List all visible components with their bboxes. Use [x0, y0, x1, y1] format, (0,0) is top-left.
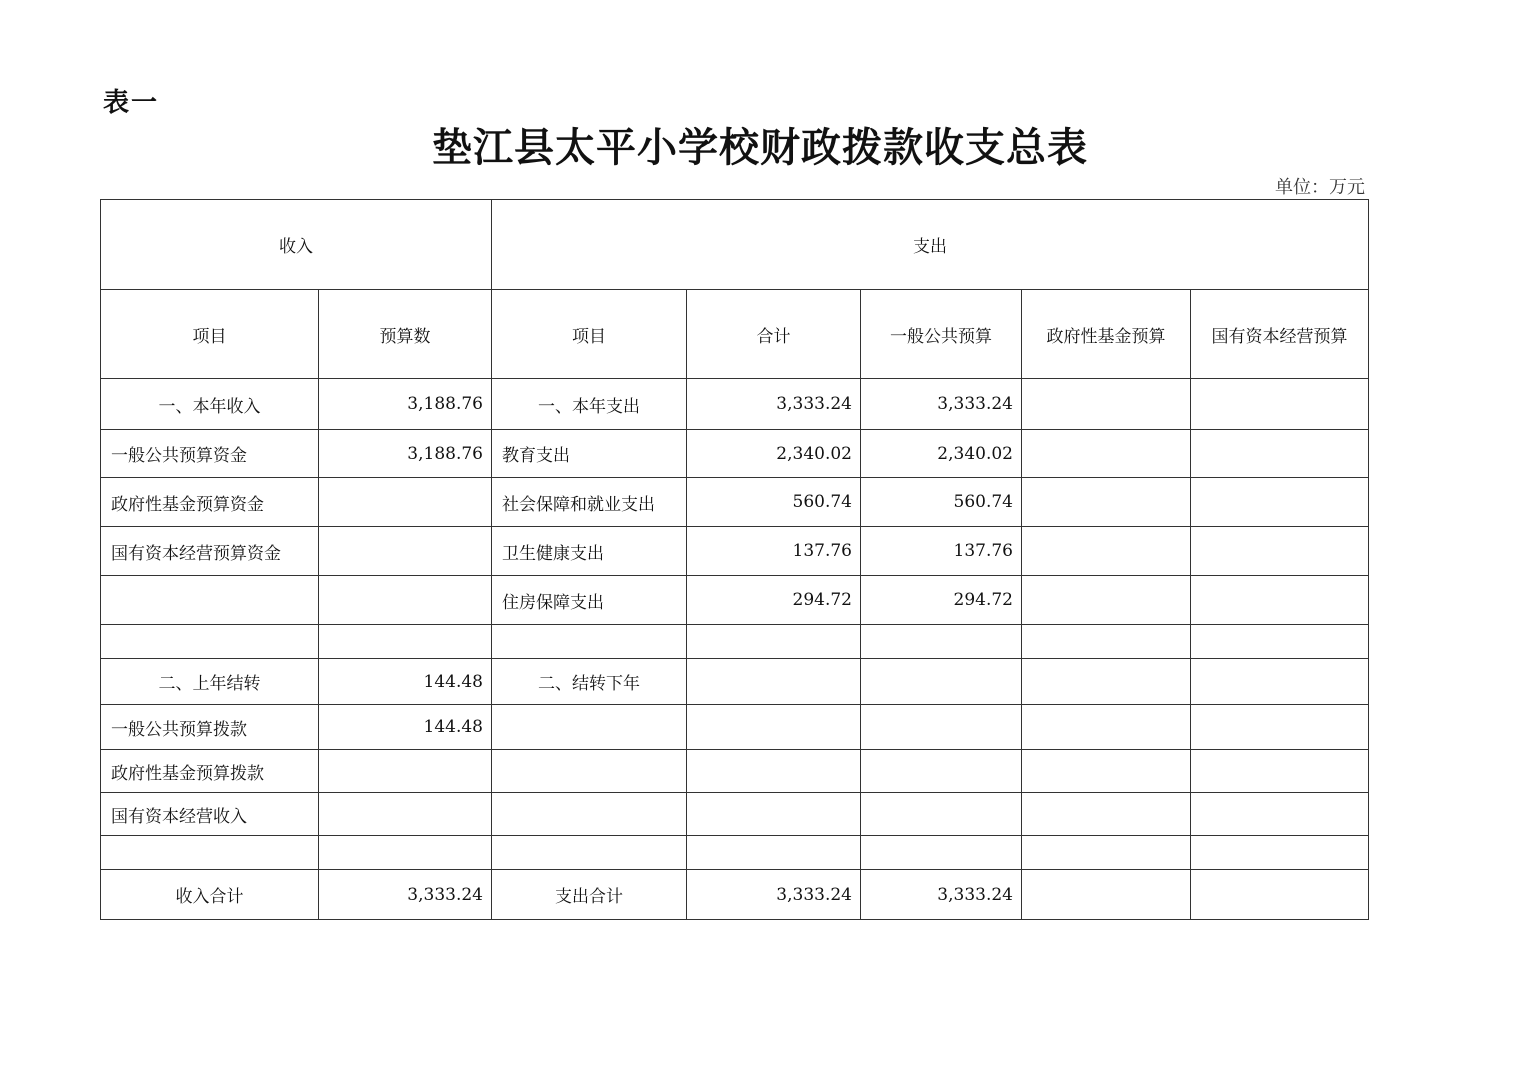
income-value-cell: 144.48 — [319, 659, 492, 705]
exp-general-cell: 560.74 — [861, 478, 1022, 527]
income-value-cell — [319, 793, 492, 836]
exp-general-cell: 3,333.24 — [861, 379, 1022, 430]
exp-general-cell — [861, 793, 1022, 836]
exp-item-cell — [492, 750, 687, 793]
exp-total-cell: 560.74 — [687, 478, 861, 527]
exp-state-capital-cell — [1191, 870, 1369, 920]
exp-item-cell: 社会保障和就业支出 — [492, 478, 687, 527]
exp-gov-fund-cell — [1022, 750, 1191, 793]
income-item-cell: 收入合计 — [101, 870, 319, 920]
exp-total-cell — [687, 705, 861, 750]
income-item-cell — [101, 836, 319, 870]
exp-gov-fund-cell — [1022, 576, 1191, 625]
table-row — [101, 379, 1369, 430]
income-value-cell: 144.48 — [319, 705, 492, 750]
exp-total-cell — [687, 750, 861, 793]
income-value-cell: 3,188.76 — [319, 379, 492, 430]
exp-general-cell — [861, 705, 1022, 750]
exp-state-capital-cell — [1191, 430, 1369, 478]
exp-general-cell: 3,333.24 — [861, 870, 1022, 920]
col-exp-state-capital: 国有资本经营预算 — [1191, 290, 1369, 379]
page-title: 垫江县太平小学校财政拨款收支总表 — [432, 124, 1088, 171]
exp-general-cell — [861, 625, 1022, 659]
income-item-cell — [101, 625, 319, 659]
exp-general-cell: 2,340.02 — [861, 430, 1022, 478]
exp-item-cell: 卫生健康支出 — [492, 527, 687, 576]
table-row — [101, 793, 1369, 836]
table-row — [101, 430, 1369, 478]
exp-total-cell: 3,333.24 — [687, 870, 861, 920]
exp-gov-fund-cell — [1022, 793, 1191, 836]
table-row — [101, 870, 1369, 920]
exp-item-cell: 教育支出 — [492, 430, 687, 478]
exp-gov-fund-cell — [1022, 870, 1191, 920]
income-item-cell: 政府性基金预算资金 — [101, 478, 319, 527]
income-value-cell — [319, 527, 492, 576]
exp-total-cell — [687, 836, 861, 870]
exp-state-capital-cell — [1191, 379, 1369, 430]
exp-gov-fund-cell — [1022, 625, 1191, 659]
income-item-cell: 一、本年收入 — [101, 379, 319, 430]
exp-total-cell: 137.76 — [687, 527, 861, 576]
income-header: 收入 — [101, 200, 492, 290]
col-income-item: 项目 — [101, 290, 319, 379]
exp-general-cell — [861, 659, 1022, 705]
exp-total-cell: 294.72 — [687, 576, 861, 625]
exp-gov-fund-cell — [1022, 478, 1191, 527]
exp-state-capital-cell — [1191, 576, 1369, 625]
income-item-cell: 一般公共预算资金 — [101, 430, 319, 478]
exp-item-cell: 二、结转下年 — [492, 659, 687, 705]
group-header-row — [101, 200, 1369, 290]
table-label: 表一 — [103, 88, 160, 118]
exp-general-cell — [861, 750, 1022, 793]
exp-item-cell — [492, 836, 687, 870]
income-item-cell: 国有资本经营预算资金 — [101, 527, 319, 576]
table-row — [101, 705, 1369, 750]
exp-gov-fund-cell — [1022, 430, 1191, 478]
exp-state-capital-cell — [1191, 836, 1369, 870]
exp-item-cell: 住房保障支出 — [492, 576, 687, 625]
income-item-cell: 一般公共预算拨款 — [101, 705, 319, 750]
exp-item-cell — [492, 705, 687, 750]
income-value-cell — [319, 750, 492, 793]
table-row — [101, 576, 1369, 625]
exp-total-cell: 3,333.24 — [687, 379, 861, 430]
exp-state-capital-cell — [1191, 527, 1369, 576]
income-value-cell: 3,188.76 — [319, 430, 492, 478]
budget-table — [100, 199, 1369, 920]
exp-state-capital-cell — [1191, 659, 1369, 705]
exp-general-cell: 294.72 — [861, 576, 1022, 625]
income-value-cell — [319, 625, 492, 659]
unit-label: 单位：万元 — [1275, 177, 1365, 198]
table-row — [101, 478, 1369, 527]
table-row — [101, 750, 1369, 793]
exp-gov-fund-cell — [1022, 527, 1191, 576]
exp-item-cell: 一、本年支出 — [492, 379, 687, 430]
income-item-cell: 二、上年结转 — [101, 659, 319, 705]
exp-total-cell — [687, 659, 861, 705]
column-header-row — [101, 290, 1369, 379]
exp-state-capital-cell — [1191, 750, 1369, 793]
income-value-cell: 3,333.24 — [319, 870, 492, 920]
exp-general-cell — [861, 836, 1022, 870]
exp-total-cell — [687, 793, 861, 836]
income-item-cell: 政府性基金预算拨款 — [101, 750, 319, 793]
expenditure-header: 支出 — [492, 200, 1369, 290]
exp-gov-fund-cell — [1022, 659, 1191, 705]
col-exp-total: 合计 — [687, 290, 861, 379]
col-exp-general: 一般公共预算 — [861, 290, 1022, 379]
table-row — [101, 659, 1369, 705]
exp-total-cell: 2,340.02 — [687, 430, 861, 478]
exp-total-cell — [687, 625, 861, 659]
col-income-budget: 预算数 — [319, 290, 492, 379]
exp-item-cell — [492, 793, 687, 836]
exp-state-capital-cell — [1191, 793, 1369, 836]
col-exp-item: 项目 — [492, 290, 687, 379]
exp-gov-fund-cell — [1022, 379, 1191, 430]
exp-gov-fund-cell — [1022, 705, 1191, 750]
col-exp-gov-fund: 政府性基金预算 — [1022, 290, 1191, 379]
income-value-cell — [319, 478, 492, 527]
income-value-cell — [319, 576, 492, 625]
table-row — [101, 836, 1369, 870]
exp-state-capital-cell — [1191, 625, 1369, 659]
exp-item-cell — [492, 625, 687, 659]
exp-item-cell: 支出合计 — [492, 870, 687, 920]
exp-gov-fund-cell — [1022, 836, 1191, 870]
income-item-cell: 国有资本经营收入 — [101, 793, 319, 836]
exp-state-capital-cell — [1191, 478, 1369, 527]
income-item-cell — [101, 576, 319, 625]
income-value-cell — [319, 836, 492, 870]
table-row — [101, 527, 1369, 576]
exp-state-capital-cell — [1191, 705, 1369, 750]
table-row — [101, 625, 1369, 659]
exp-general-cell: 137.76 — [861, 527, 1022, 576]
